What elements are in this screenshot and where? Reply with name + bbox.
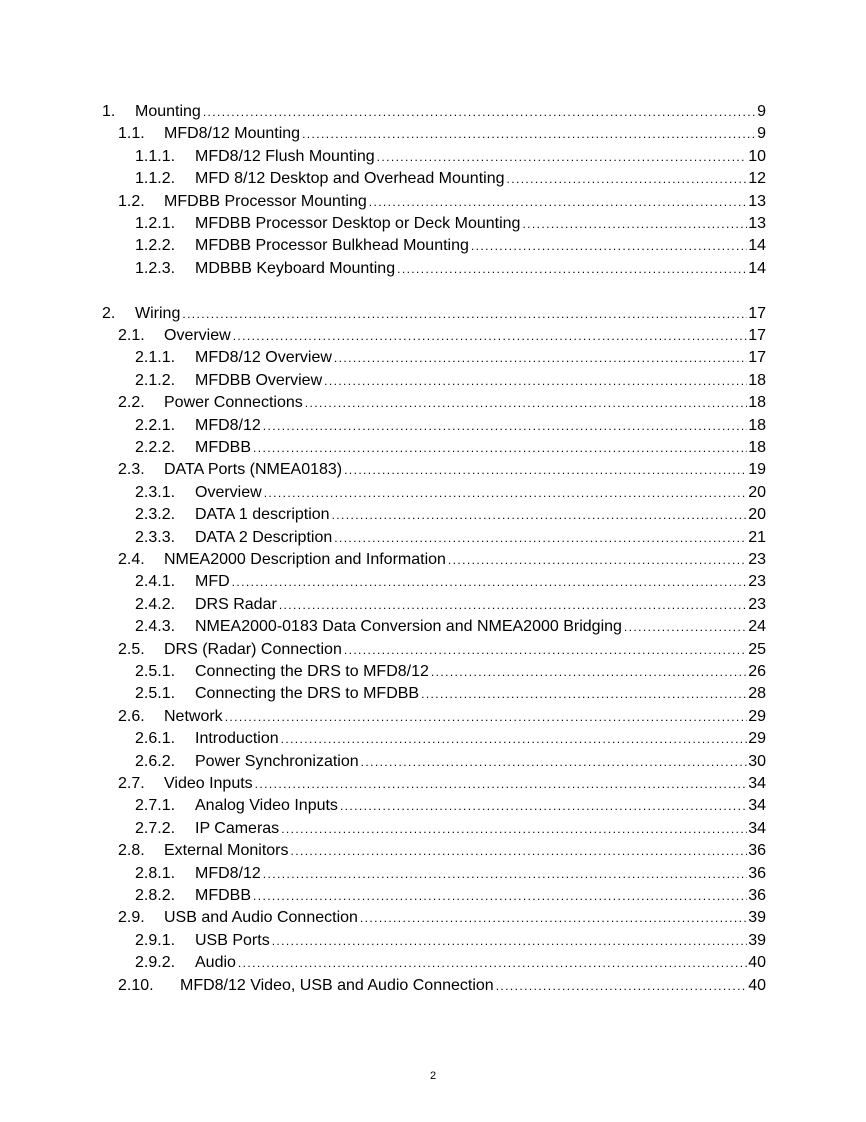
toc-entry-title: Video Inputs bbox=[164, 775, 253, 792]
toc-entry-page: 17 bbox=[748, 304, 766, 322]
toc-entry[interactable] bbox=[135, 505, 766, 525]
dot-leader bbox=[324, 371, 747, 391]
toc-entry-page: 14 bbox=[748, 237, 766, 255]
toc-entry-title: MFDBB Processor Bulkhead Mounting bbox=[195, 237, 469, 255]
toc-entry-page: 29 bbox=[748, 730, 766, 748]
toc-entry-number: 1.2.2. bbox=[135, 237, 176, 255]
dot-leader bbox=[263, 416, 747, 436]
toc-entry[interactable] bbox=[135, 259, 766, 279]
toc-entry-page: 14 bbox=[748, 259, 766, 277]
dot-leader bbox=[421, 684, 747, 704]
toc-entry-number: 2.5.1. bbox=[135, 663, 176, 680]
toc-entry-page: 28 bbox=[748, 685, 766, 703]
toc-entry-title: MFDBB Processor Desktop or Deck Mounting bbox=[195, 215, 521, 232]
toc-entry[interactable] bbox=[118, 326, 766, 346]
toc-entry-page: 23 bbox=[748, 573, 766, 591]
toc-entry[interactable] bbox=[135, 595, 766, 615]
toc-entry[interactable] bbox=[135, 169, 766, 189]
toc-entry[interactable] bbox=[135, 864, 766, 884]
dot-leader bbox=[334, 348, 747, 368]
toc-entry-page: 18 bbox=[748, 416, 766, 434]
toc-entry-page: 19 bbox=[748, 461, 766, 479]
toc-entry-title: Introduction bbox=[195, 730, 279, 748]
dot-leader bbox=[344, 460, 747, 480]
dot-leader bbox=[377, 147, 748, 167]
toc-entry-title: MFDBB Processor Mounting bbox=[164, 192, 367, 210]
toc-entry-title: MFDBB bbox=[195, 439, 251, 456]
toc-entry-page: 34 bbox=[748, 775, 766, 792]
dot-leader bbox=[263, 864, 747, 884]
toc-entry-title: Overview bbox=[195, 483, 262, 501]
toc-entry[interactable] bbox=[135, 931, 766, 951]
toc-entry[interactable] bbox=[118, 774, 766, 794]
toc-entry-page: 34 bbox=[748, 819, 766, 837]
toc-entry-number: 2.4.3. bbox=[135, 618, 176, 636]
toc-entry[interactable] bbox=[135, 953, 766, 973]
toc-entry-number: 2.2.2. bbox=[135, 439, 176, 456]
dot-leader bbox=[253, 438, 747, 458]
toc-entry[interactable] bbox=[118, 550, 766, 570]
toc-entry-number: 1.1.1. bbox=[135, 147, 176, 165]
toc-entry[interactable] bbox=[118, 393, 766, 413]
toc-entry-page: 21 bbox=[748, 528, 766, 546]
dot-leader bbox=[397, 259, 747, 279]
toc-entry[interactable] bbox=[135, 617, 766, 637]
dot-leader bbox=[361, 752, 748, 772]
toc-entry[interactable] bbox=[135, 684, 766, 704]
toc-entry[interactable] bbox=[135, 371, 766, 391]
toc-entry[interactable] bbox=[118, 192, 766, 212]
dot-leader bbox=[340, 796, 747, 816]
toc-entry-title: MFD8/12 bbox=[195, 864, 261, 882]
toc-entry-number: 2.4. bbox=[118, 551, 145, 568]
toc-entry-page: 17 bbox=[748, 327, 766, 344]
toc-entry-page: 20 bbox=[748, 506, 766, 524]
toc-entry-page: 24 bbox=[748, 618, 766, 636]
dot-leader bbox=[496, 976, 748, 996]
dot-leader bbox=[182, 304, 747, 324]
dot-leader bbox=[344, 640, 747, 660]
toc-entry-number: 1.2.1. bbox=[135, 215, 176, 232]
toc-entry-page: 39 bbox=[748, 931, 766, 949]
toc-entry-page: 9 bbox=[757, 125, 766, 143]
toc-entry[interactable] bbox=[102, 102, 766, 122]
toc-entry[interactable] bbox=[135, 483, 766, 503]
toc-entry-page: 18 bbox=[748, 394, 766, 412]
page-number: 2 bbox=[429, 1070, 437, 1082]
dot-leader bbox=[281, 729, 748, 749]
toc-entry[interactable] bbox=[135, 819, 766, 839]
toc-entry-page: 30 bbox=[748, 752, 766, 770]
toc-entry-page: 18 bbox=[748, 371, 766, 389]
toc-entry[interactable] bbox=[118, 124, 766, 144]
toc-entry-number: 2.8.2. bbox=[135, 887, 176, 904]
toc-entry-title: DRS Radar bbox=[195, 595, 277, 613]
toc-entry-title: MFD8/12 Flush Mounting bbox=[195, 147, 375, 165]
toc-entry-page: 20 bbox=[748, 483, 766, 501]
toc-entry-title: MFD8/12 Mounting bbox=[164, 125, 301, 143]
toc-entry-number: 2.7. bbox=[118, 775, 145, 792]
toc-entry-number: 1.2. bbox=[118, 192, 145, 210]
toc-entry-title: Audio bbox=[195, 954, 236, 972]
dot-leader bbox=[281, 819, 747, 839]
toc-entry-number: 2.3.1. bbox=[135, 483, 176, 501]
toc-entry-number: 2.1. bbox=[118, 327, 145, 344]
dot-leader bbox=[238, 953, 747, 973]
dot-leader bbox=[264, 483, 748, 503]
toc-entry-title: Connecting the DRS to MFD8/12 bbox=[195, 663, 429, 680]
dot-leader bbox=[225, 707, 748, 727]
toc-entry-number: 2.9.1. bbox=[135, 931, 176, 949]
dot-leader bbox=[471, 236, 747, 256]
toc-entry[interactable] bbox=[135, 348, 766, 368]
toc-entry[interactable] bbox=[135, 528, 766, 548]
toc-entry-title: Connecting the DRS to MFDBB bbox=[195, 685, 420, 703]
toc-entry-number: 1.2.3. bbox=[135, 259, 176, 277]
toc-entry-number: 2.3.2. bbox=[135, 506, 176, 524]
dot-leader bbox=[522, 214, 747, 234]
toc-entry-title: USB and Audio Connection bbox=[164, 909, 358, 927]
toc-entry[interactable] bbox=[135, 214, 766, 234]
toc-entry-page: 25 bbox=[748, 640, 766, 658]
toc-entry[interactable] bbox=[135, 796, 766, 816]
toc-entry-page: 29 bbox=[748, 707, 766, 725]
toc-entry-title: MFD8/12 bbox=[195, 416, 261, 434]
toc-entry-title: DATA Ports (NMEA0183) bbox=[164, 461, 343, 479]
toc-entry-title: MFDBB Overview bbox=[195, 371, 323, 389]
dot-leader bbox=[448, 550, 747, 570]
toc-entry-title: Power Synchronization bbox=[195, 752, 359, 770]
toc-entry-page: 13 bbox=[748, 192, 766, 210]
toc-entry-number: 2.7.1. bbox=[135, 797, 176, 815]
toc-entry-number: 1.1.2. bbox=[135, 170, 176, 188]
toc-entry[interactable] bbox=[102, 304, 766, 324]
toc-entry[interactable] bbox=[118, 707, 766, 727]
dot-leader bbox=[507, 169, 748, 189]
dot-leader bbox=[272, 931, 748, 951]
toc-entry-number: 1. bbox=[102, 103, 116, 120]
dot-leader bbox=[305, 393, 747, 413]
toc-entry-number: 2.5. bbox=[118, 640, 145, 658]
dot-leader bbox=[279, 595, 747, 615]
toc-entry-page: 40 bbox=[748, 976, 766, 994]
toc-entry[interactable] bbox=[135, 729, 766, 749]
toc-entry-title: NMEA2000-0183 Data Conversion and NMEA2000 Bridging bbox=[195, 618, 622, 636]
toc-entry-title: DRS (Radar) Connection bbox=[164, 640, 342, 658]
toc-entry-number: 2.2. bbox=[118, 394, 145, 412]
dot-leader bbox=[233, 326, 748, 346]
toc-entry-number: 2.3.3. bbox=[135, 528, 176, 546]
toc-entry[interactable] bbox=[118, 640, 766, 660]
toc-entry-number: 2.10. bbox=[118, 976, 154, 994]
toc-entry-title: External Monitors bbox=[164, 842, 289, 860]
toc-entry-title: Wiring bbox=[135, 304, 181, 322]
toc-entry-title: Network bbox=[164, 707, 223, 725]
toc-entry-number: 2.9. bbox=[118, 909, 145, 927]
toc-entry-page: 40 bbox=[748, 954, 766, 972]
toc-entry-number: 2.8. bbox=[118, 842, 145, 860]
toc-entry-page: 18 bbox=[748, 439, 766, 456]
toc-entry-number: 2.2.1. bbox=[135, 416, 176, 434]
toc-entry-number: 1.1. bbox=[118, 125, 145, 143]
toc-entry-title: DATA 2 Description bbox=[195, 528, 333, 546]
toc-entry[interactable] bbox=[135, 416, 766, 436]
toc-entry-page: 26 bbox=[748, 663, 766, 680]
toc-entry-number: 2.6. bbox=[118, 707, 145, 725]
toc-entry[interactable] bbox=[135, 752, 766, 772]
dot-leader bbox=[253, 886, 747, 906]
toc-entry-title: MDBBB Keyboard Mounting bbox=[195, 259, 396, 277]
toc-entry-title: Mounting bbox=[135, 103, 201, 120]
toc-entry-page: 12 bbox=[748, 170, 766, 188]
toc-entry-page: 23 bbox=[748, 595, 766, 613]
toc-entry-number: 2.6.2. bbox=[135, 752, 176, 770]
toc-entry-page: 23 bbox=[748, 551, 766, 568]
toc-entry-number: 2.9.2. bbox=[135, 954, 176, 972]
dot-leader bbox=[291, 841, 748, 861]
toc-entry-number: 2.7.2. bbox=[135, 819, 176, 837]
dot-leader bbox=[431, 662, 747, 682]
toc-entry-title: DATA 1 description bbox=[195, 506, 330, 524]
dot-leader bbox=[624, 617, 747, 637]
toc-entry-page: 34 bbox=[748, 797, 766, 815]
toc-entry-number: 2.4.1. bbox=[135, 573, 176, 591]
toc-entry[interactable] bbox=[118, 976, 766, 996]
dot-leader bbox=[232, 572, 748, 592]
toc-entry-title: Analog Video Inputs bbox=[195, 797, 338, 815]
dot-leader bbox=[302, 124, 756, 144]
toc-entry-number: 2.5.1. bbox=[135, 685, 176, 703]
dot-leader bbox=[332, 505, 748, 525]
dot-leader bbox=[203, 102, 756, 122]
dot-leader bbox=[360, 908, 747, 928]
toc-entry-title: MFD8/12 Overview bbox=[195, 349, 332, 367]
toc-entry-number: 2.1.2. bbox=[135, 371, 176, 389]
toc-entry[interactable] bbox=[135, 236, 766, 256]
toc-entry-title: USB Ports bbox=[195, 931, 270, 949]
toc-entry-number: 2.3. bbox=[118, 461, 145, 479]
dot-leader bbox=[369, 192, 747, 212]
toc-entry[interactable] bbox=[135, 438, 766, 458]
toc-entry[interactable] bbox=[135, 886, 766, 906]
toc-entry-page: 36 bbox=[748, 864, 766, 882]
toc-entry-title: MFD8/12 Video, USB and Audio Connection bbox=[180, 976, 494, 994]
toc-entry[interactable] bbox=[135, 572, 766, 592]
toc-entry[interactable] bbox=[118, 841, 766, 861]
toc-entry-number: 2. bbox=[102, 304, 116, 322]
toc-entry-page: 10 bbox=[748, 147, 766, 165]
toc-entry[interactable] bbox=[118, 460, 766, 480]
toc-entry-number: 2.1.1. bbox=[135, 349, 176, 367]
toc-entry-page: 13 bbox=[748, 215, 766, 232]
dot-leader bbox=[255, 774, 748, 794]
toc-entry-title: Power Connections bbox=[164, 394, 303, 412]
toc-entry-title: MFDBB bbox=[195, 887, 251, 904]
dot-leader bbox=[334, 528, 747, 548]
toc-entry-title: IP Cameras bbox=[195, 819, 280, 837]
toc-entry-page: 9 bbox=[757, 103, 766, 120]
toc-entry[interactable] bbox=[118, 908, 766, 928]
toc-entry-page: 36 bbox=[748, 887, 766, 904]
toc-entry-title: MFD 8/12 Desktop and Overhead Mounting bbox=[195, 170, 505, 188]
toc-entry-page: 17 bbox=[748, 349, 766, 367]
toc-entry-page: 36 bbox=[748, 842, 766, 860]
toc-entry-page: 39 bbox=[748, 909, 766, 927]
toc-entry-number: 2.6.1. bbox=[135, 730, 176, 748]
toc-entry-number: 2.8.1. bbox=[135, 864, 176, 882]
toc-entry-title: Overview bbox=[164, 327, 231, 344]
toc-entry[interactable] bbox=[135, 147, 766, 167]
toc-entry-number: 2.4.2. bbox=[135, 595, 176, 613]
toc-entry[interactable] bbox=[135, 662, 766, 682]
toc-entry-title: NMEA2000 Description and Information bbox=[164, 551, 446, 568]
toc-entry-title: MFD bbox=[195, 573, 230, 591]
